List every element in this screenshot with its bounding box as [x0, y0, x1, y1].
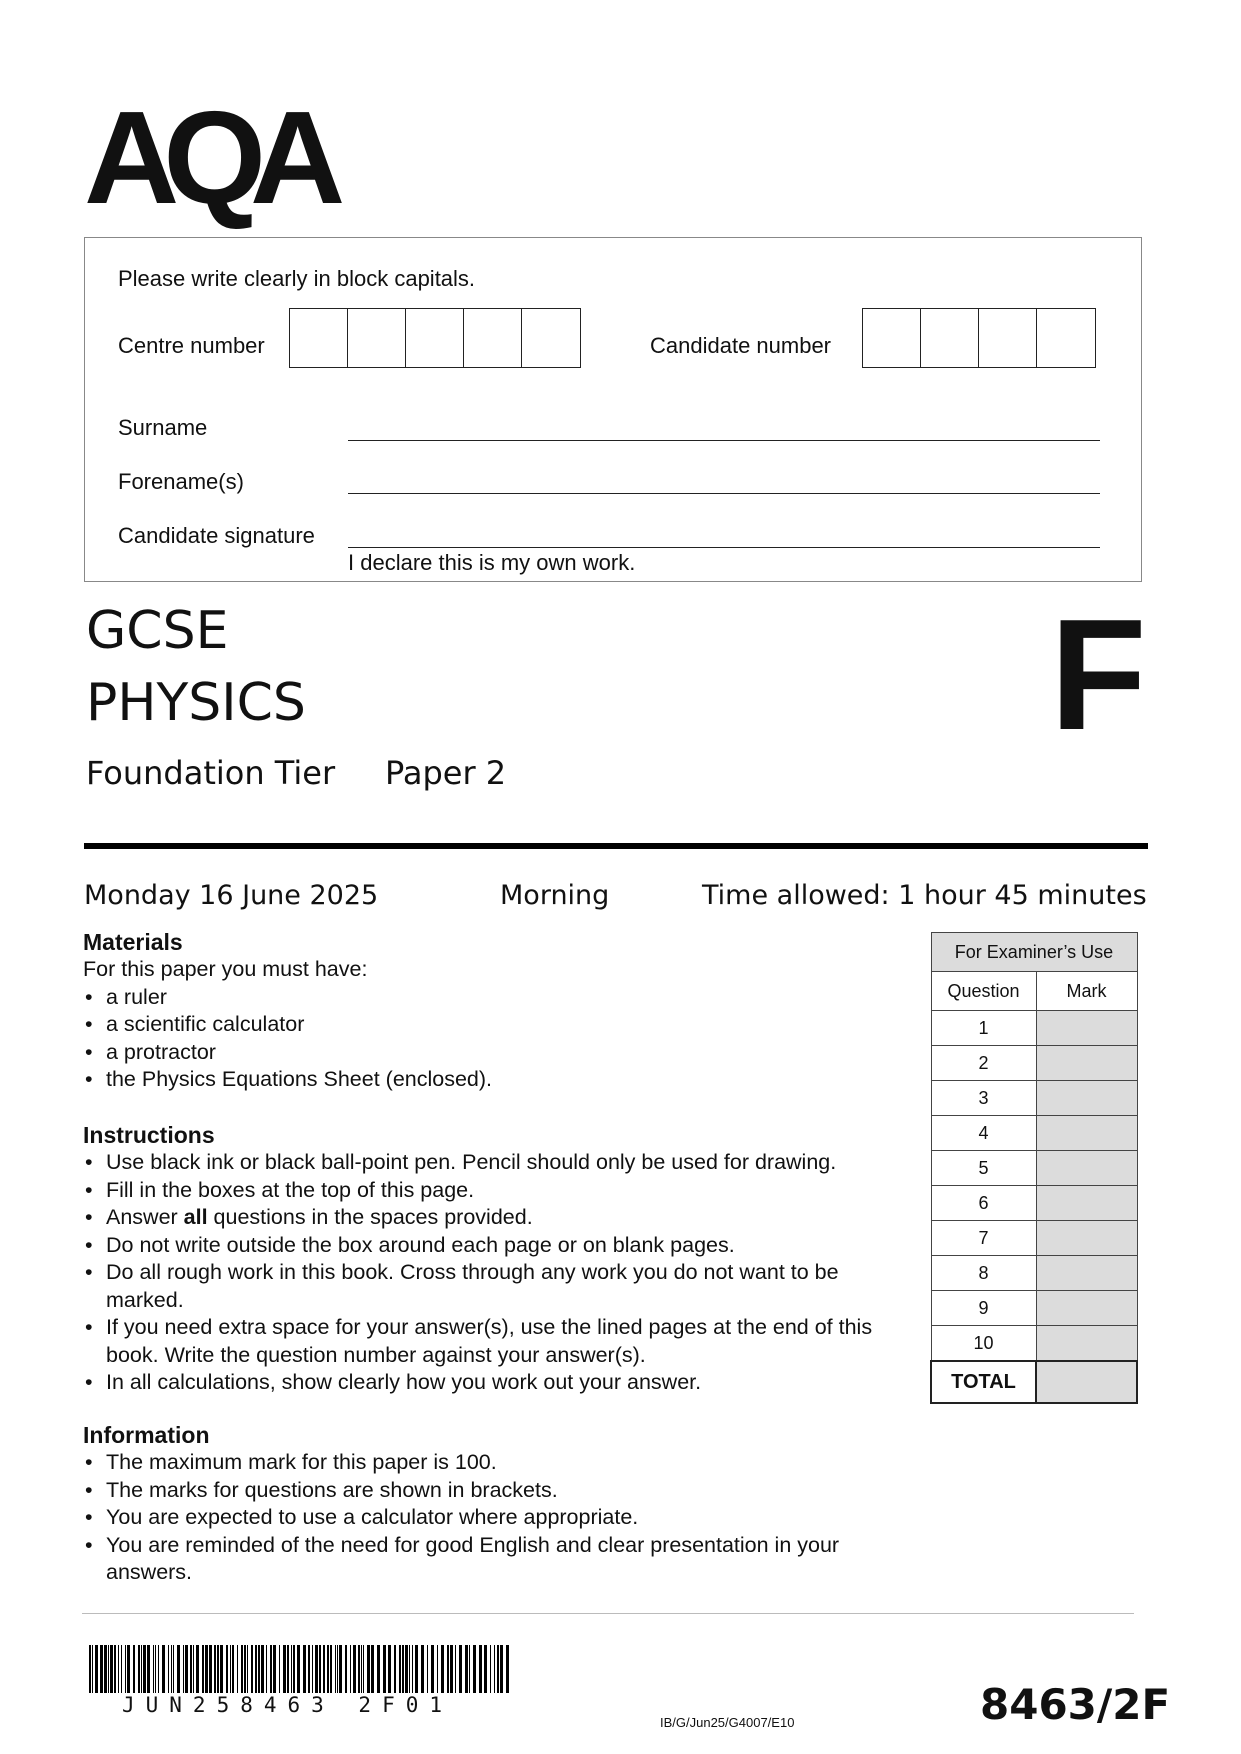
barcode-bar — [127, 1645, 130, 1693]
total-mark-cell[interactable] — [1036, 1361, 1137, 1403]
barcode-bar — [312, 1645, 313, 1693]
tier-letter: F — [1050, 587, 1147, 763]
barcode-bar — [409, 1645, 410, 1693]
barcode-bars — [89, 1645, 511, 1693]
signature-line[interactable] — [348, 547, 1100, 548]
tier-label: Foundation Tier — [86, 754, 336, 792]
mark-cell[interactable] — [1036, 1081, 1137, 1116]
instructions-item: • Do not write outside the box around each page or on blank pages. — [83, 1232, 903, 1260]
barcode-bar — [506, 1645, 509, 1693]
barcode-bar — [143, 1645, 146, 1693]
barcode-bar — [337, 1645, 338, 1693]
barcode-bar — [303, 1645, 306, 1693]
time-allowed: Time allowed: 1 hour 45 minutes — [702, 880, 1147, 911]
question-number: 8 — [931, 1256, 1036, 1291]
barcode-bar — [459, 1645, 462, 1693]
instructions-item: • In all calculations, show clearly how you work out your answer. — [83, 1369, 903, 1397]
barcode-bar — [217, 1645, 219, 1693]
mark-cell[interactable] — [1036, 1326, 1137, 1362]
mark-cell[interactable] — [1036, 1186, 1137, 1221]
barcode-bar — [121, 1645, 122, 1693]
instructions-heading: Instructions — [83, 1122, 215, 1148]
declaration-text: I declare this is my own work. — [348, 550, 636, 575]
barcode-bar — [405, 1645, 408, 1693]
barcode-bar — [155, 1645, 156, 1693]
information-item: • You are expected to use a calculator where appropriate. — [83, 1504, 903, 1532]
barcode-bar — [255, 1645, 257, 1693]
barcode-bar — [415, 1645, 418, 1693]
barcode-bar — [100, 1645, 103, 1693]
barcode-bar — [177, 1645, 180, 1693]
barcode-bar — [141, 1645, 142, 1693]
barcode-bar — [335, 1645, 336, 1693]
aqa-logo: AQA — [84, 84, 330, 231]
materials-heading: Materials — [83, 929, 183, 955]
barcode-bar — [353, 1645, 356, 1693]
centre-digit-box[interactable] — [348, 309, 406, 367]
mark-cell[interactable] — [1036, 1151, 1137, 1186]
barcode-bar — [361, 1645, 362, 1693]
barcode-bar — [447, 1645, 449, 1693]
barcode-bar — [399, 1645, 401, 1693]
barcode-bar — [158, 1645, 159, 1693]
centre-digit-box[interactable] — [522, 309, 580, 367]
barcode-bar — [383, 1645, 386, 1693]
barcode-bar — [283, 1645, 286, 1693]
candidate-digit-box[interactable] — [979, 309, 1037, 367]
barcode-bar — [437, 1645, 438, 1693]
question-number: 5 — [931, 1151, 1036, 1186]
barcode-bar — [412, 1645, 413, 1693]
mark-cell[interactable] — [1036, 1011, 1137, 1046]
barcode-bar — [330, 1645, 332, 1693]
barcode-bar — [183, 1645, 184, 1693]
materials-intro: For this paper you must have: — [83, 957, 368, 981]
barcode-bar — [450, 1645, 453, 1693]
barcode-bar — [138, 1645, 140, 1693]
materials-item: • a scientific calculator — [83, 1011, 903, 1039]
barcode-bar — [232, 1645, 234, 1693]
barcode-bar — [190, 1645, 192, 1693]
barcode-bar — [196, 1645, 199, 1693]
centre-digit-box[interactable] — [464, 309, 522, 367]
barcode-bar — [473, 1645, 476, 1693]
barcode-bar — [226, 1645, 228, 1693]
barcode-bar — [500, 1645, 503, 1693]
candidate-number-label: Candidate number — [650, 333, 832, 358]
barcode-bar — [339, 1645, 342, 1693]
barcode-bar — [455, 1645, 456, 1693]
barcode-bar — [261, 1645, 264, 1693]
barcode-bar — [358, 1645, 360, 1693]
barcode-bar — [377, 1645, 380, 1693]
barcode-bar — [350, 1645, 351, 1693]
information-heading: Information — [83, 1422, 210, 1448]
barcode-bar — [266, 1645, 267, 1693]
candidate-digit-box[interactable] — [1037, 309, 1095, 367]
barcode-bar — [319, 1645, 321, 1693]
barcode-bar — [293, 1645, 295, 1693]
barcode-bar — [371, 1645, 374, 1693]
examiner-table-title: For Examiner’s Use — [931, 933, 1137, 972]
barcode-bar — [185, 1645, 188, 1693]
barcode-bar — [153, 1645, 154, 1693]
barcode-bar — [469, 1645, 470, 1693]
barcode-bar — [247, 1645, 248, 1693]
barcode-bar — [345, 1645, 347, 1693]
barcode-bar — [118, 1645, 119, 1693]
information-item: • You are reminded of the need for good English and clear presentation in your answers. — [83, 1532, 886, 1587]
barcode-bar — [251, 1645, 253, 1693]
barcode-bar — [388, 1645, 391, 1693]
barcode-bar — [230, 1645, 231, 1693]
signature-label: Candidate signature — [118, 523, 315, 548]
centre-digit-box[interactable] — [290, 309, 348, 367]
barcode-bar — [431, 1645, 434, 1693]
centre-digit-box[interactable] — [406, 309, 464, 367]
instructions-item: • Do all rough work in this book. Cross through any work you do not want to be marked. — [83, 1259, 876, 1314]
mark-cell[interactable] — [1036, 1256, 1137, 1291]
candidate-digit-box[interactable] — [863, 309, 921, 367]
instructions-item: • Use black ink or black ball-point pen. Pencil should only be used for drawing. — [83, 1149, 903, 1177]
barcode-bar — [402, 1645, 404, 1693]
barcode-bar — [490, 1645, 491, 1693]
question-number: 7 — [931, 1221, 1036, 1256]
answer-all-post: questions in the spaces provided. — [207, 1205, 533, 1229]
exam-session: Morning — [500, 880, 610, 911]
barcode-bar — [291, 1645, 292, 1693]
barcode-bar — [237, 1645, 238, 1693]
paper-code: 8463/2F — [980, 1680, 1171, 1729]
centre-number-label: Centre number — [118, 333, 265, 358]
barcode-bar — [92, 1645, 93, 1693]
materials-item: • the Physics Equations Sheet (enclosed). — [83, 1066, 903, 1094]
surname-label: Surname — [118, 415, 208, 440]
exam-date: Monday 16 June 2025 — [84, 880, 379, 911]
barcode-bar — [363, 1645, 364, 1693]
barcode-bar — [273, 1645, 276, 1693]
information-section — [83, 1422, 903, 1587]
instructions-item: • If you need extra space for your answer(s), use the lined pages at the end of this book. Write the question number against your answer(s). — [83, 1314, 906, 1369]
barcode-bar — [162, 1645, 165, 1693]
barcode-bar — [421, 1645, 424, 1693]
question-column-header: Question — [931, 972, 1036, 1011]
question-number: 6 — [931, 1186, 1036, 1221]
title-rule — [84, 843, 1148, 849]
barcode-bar — [108, 1645, 109, 1693]
instructions-section — [83, 1122, 903, 1397]
question-number: 3 — [931, 1081, 1036, 1116]
candidate-digit-box[interactable] — [921, 309, 979, 367]
candidate-number-boxes[interactable] — [862, 308, 1096, 368]
barcode-bar — [258, 1645, 260, 1693]
document-reference: IB/G/Jun25/G4007/E10 — [660, 1715, 795, 1730]
barcode-bar — [171, 1645, 172, 1693]
qualification-title: GCSE — [86, 601, 229, 661]
barcode-bar — [202, 1645, 204, 1693]
answer-all-bold: all — [183, 1205, 208, 1229]
barcode-bar — [441, 1645, 444, 1693]
barcode-bar — [497, 1645, 499, 1693]
barcode-bar — [270, 1645, 272, 1693]
materials-item: • a protractor — [83, 1039, 903, 1067]
question-number: 4 — [931, 1116, 1036, 1151]
barcode-bar — [193, 1645, 194, 1693]
forenames-label: Forename(s) — [118, 469, 244, 494]
information-item: • The maximum mark for this paper is 100. — [83, 1449, 903, 1477]
materials-section — [83, 929, 903, 1094]
barcode-bar — [168, 1645, 169, 1693]
barcode-bar — [220, 1645, 223, 1693]
barcode-bar — [95, 1645, 98, 1693]
barcode-bar — [125, 1645, 126, 1693]
instructions-item-answer-all — [83, 1204, 903, 1232]
barcode-bar — [367, 1645, 370, 1693]
barcode-bar — [427, 1645, 428, 1693]
barcode-bar — [323, 1645, 325, 1693]
information-item: • The marks for questions are shown in brackets. — [83, 1477, 903, 1505]
question-number: 10 — [931, 1326, 1036, 1362]
question-number: 9 — [931, 1291, 1036, 1326]
barcode-bar — [327, 1645, 329, 1693]
barcode — [89, 1645, 511, 1717]
instructions-item: • Fill in the boxes at the top of this page. — [83, 1177, 903, 1205]
barcode-bar — [205, 1645, 208, 1693]
question-number: 1 — [931, 1011, 1036, 1046]
centre-number-boxes[interactable] — [289, 308, 581, 368]
barcode-bar — [110, 1645, 113, 1693]
surname-line[interactable] — [348, 440, 1100, 441]
mark-cell[interactable] — [1036, 1291, 1137, 1326]
barcode-bar — [244, 1645, 246, 1693]
question-number: 2 — [931, 1046, 1036, 1081]
barcode-bar — [89, 1645, 91, 1693]
mark-cell[interactable] — [1036, 1116, 1137, 1151]
barcode-bar — [279, 1645, 280, 1693]
barcode-bar — [209, 1645, 212, 1693]
answer-all-pre: Answer — [106, 1205, 184, 1229]
barcode-bar — [297, 1645, 300, 1693]
barcode-bar — [308, 1645, 310, 1693]
barcode-bar — [315, 1645, 318, 1693]
barcode-text: JUN258463 2F01 — [122, 1693, 454, 1717]
barcode-bar — [214, 1645, 216, 1693]
subject-title: PHYSICS — [86, 673, 306, 733]
barcode-bar — [479, 1645, 482, 1693]
mark-column-header: Mark — [1036, 972, 1137, 1011]
block-capitals-instruction: Please write clearly in block capitals. — [118, 266, 476, 291]
barcode-bar — [465, 1645, 468, 1693]
barcode-bar — [114, 1645, 116, 1693]
barcode-bar — [241, 1645, 243, 1693]
barcode-bar — [394, 1645, 396, 1693]
examiner-use-table — [930, 932, 1138, 1404]
barcode-bar — [147, 1645, 150, 1693]
forenames-line[interactable] — [348, 493, 1100, 494]
total-label: TOTAL — [931, 1361, 1036, 1403]
barcode-bar — [173, 1645, 174, 1693]
mark-cell[interactable] — [1036, 1046, 1137, 1081]
barcode-bar — [133, 1645, 135, 1693]
mark-cell[interactable] — [1036, 1221, 1137, 1256]
barcode-bar — [104, 1645, 107, 1693]
barcode-bar — [287, 1645, 289, 1693]
paper-label: Paper 2 — [385, 754, 507, 792]
barcode-bar — [494, 1645, 495, 1693]
materials-item: • a ruler — [83, 984, 903, 1012]
footer-divider — [82, 1613, 1134, 1614]
barcode-bar — [484, 1645, 487, 1693]
